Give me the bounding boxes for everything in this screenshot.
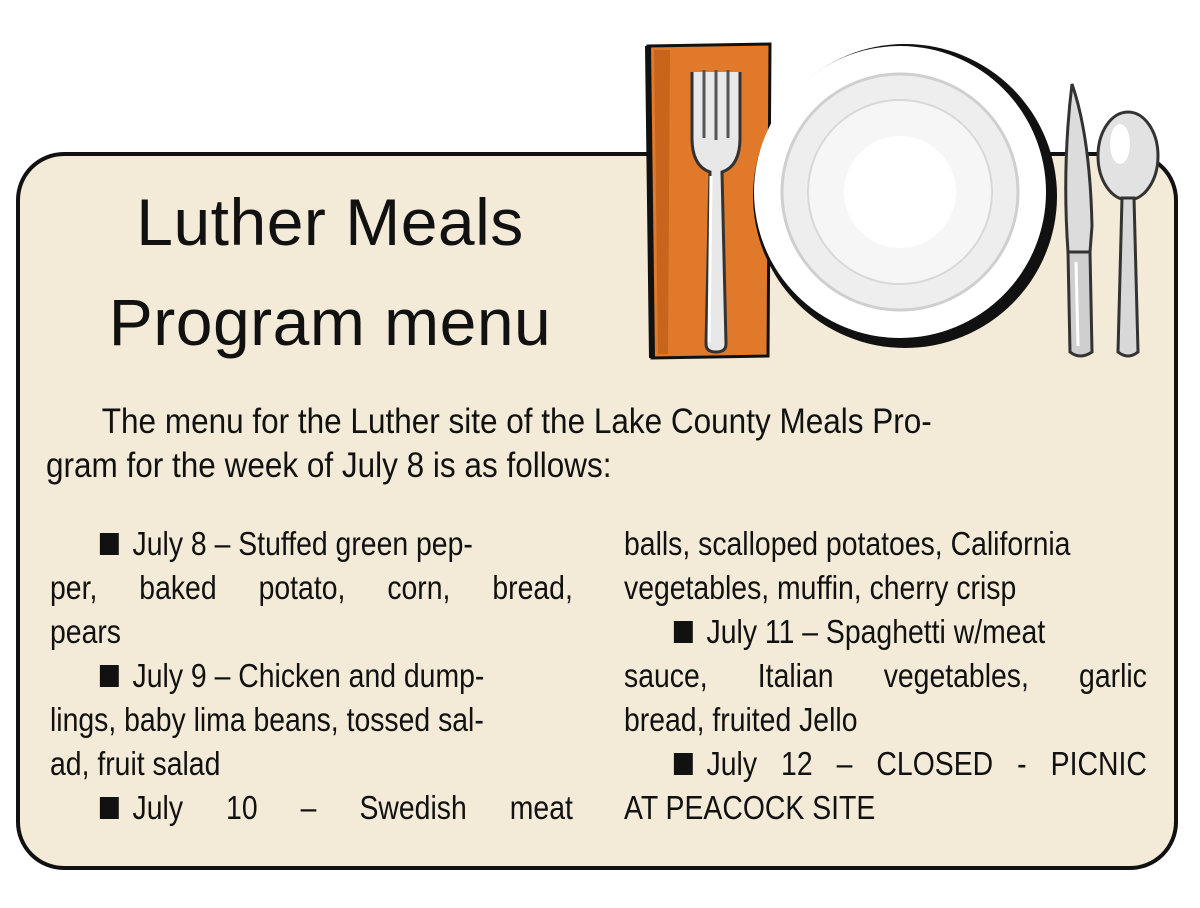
word xyxy=(674,742,757,786)
menu-line: bread, fruited Jello xyxy=(624,701,858,738)
word: baked xyxy=(139,569,217,606)
menu-column-right xyxy=(624,522,1200,830)
word: Italian xyxy=(757,657,834,694)
word: – xyxy=(836,745,853,782)
menu-item-july-9 xyxy=(50,654,545,698)
menu-line: vegetables, muffin, cherry crisp xyxy=(624,569,1017,606)
bullet-square-icon xyxy=(674,753,693,775)
word: 10 xyxy=(226,789,258,826)
bullet-square-icon xyxy=(100,533,119,555)
menu-line: AT PEACOCK SITE xyxy=(624,789,876,826)
spoon-icon xyxy=(1098,112,1158,356)
menu-item-july-11 xyxy=(624,610,1119,654)
title-line-2: Program menu xyxy=(108,285,552,359)
word: sauce, xyxy=(624,657,708,694)
bullet-square-icon xyxy=(100,665,119,687)
menu-line xyxy=(624,654,1147,698)
word: Swedish xyxy=(359,789,467,826)
word: corn, xyxy=(387,569,451,606)
bullet-square-icon xyxy=(100,797,119,819)
word: - xyxy=(1017,745,1027,782)
menu-line: balls, scalloped potatoes, California xyxy=(624,525,1071,562)
menu-line: July 8 – Stuffed green pep- xyxy=(132,525,473,562)
knife-icon xyxy=(1066,84,1092,356)
plate-icon xyxy=(753,44,1057,348)
menu-line: ad, fruit salad xyxy=(50,745,221,782)
word: meat xyxy=(509,789,573,826)
menu-column-left xyxy=(50,522,626,830)
word: 12 xyxy=(781,745,813,782)
menu-line: July 9 – Chicken and dump- xyxy=(132,657,485,694)
word: potato, xyxy=(258,569,346,606)
word: per, xyxy=(50,569,98,606)
menu-columns xyxy=(50,522,1150,842)
word: PICNIC xyxy=(1050,745,1147,782)
word xyxy=(100,786,183,830)
title-line-1: Luther Meals xyxy=(136,185,524,259)
word: July xyxy=(132,789,184,826)
menu-line: pears xyxy=(50,613,122,650)
place-setting-illustration xyxy=(640,26,1170,386)
page-title xyxy=(40,172,620,372)
word: July xyxy=(706,745,758,782)
menu-item-july-12 xyxy=(624,742,1147,786)
word: bread, xyxy=(492,569,573,606)
intro-line-1: The menu for the Luther site of the Lake County Meals Pro- xyxy=(101,402,932,441)
intro-line-2: gram for the week of July 8 is as follows: xyxy=(46,446,612,485)
word: CLOSED xyxy=(876,745,994,782)
word: vegetables, xyxy=(883,657,1029,694)
menu-line xyxy=(50,566,573,610)
word: garlic xyxy=(1079,657,1147,694)
menu-item-july-10 xyxy=(50,786,573,830)
menu-line: July 11 – Spaghetti w/meat xyxy=(706,613,1046,650)
menu-item-july-8 xyxy=(50,522,545,566)
word: – xyxy=(300,789,317,826)
intro-paragraph xyxy=(46,400,1036,488)
bullet-square-icon xyxy=(674,621,693,643)
menu-line: lings, baby lima beans, tossed sal- xyxy=(50,701,484,738)
